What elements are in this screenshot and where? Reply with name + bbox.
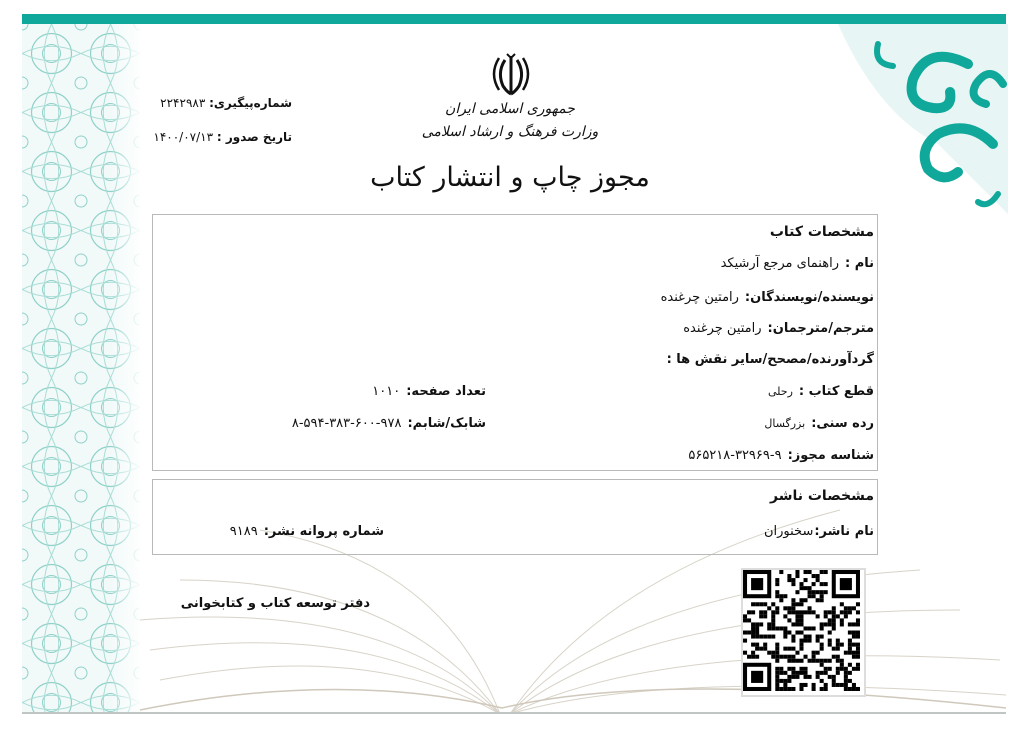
pages-value: ۱۰۱۰ (372, 384, 401, 399)
top-accent-bar (22, 14, 1006, 24)
publisher-name-label: نام ناشر: (814, 524, 874, 539)
book-name-row (721, 256, 874, 271)
pages-row (372, 384, 486, 399)
publisher-section-title: مشخصات ناشر (770, 488, 874, 504)
book-section-title: مشخصات کتاب (769, 224, 874, 240)
compilers-label: گردآورنده/مصحح/سایر نقش ها : (666, 352, 874, 367)
age-value: بزرگسال (764, 417, 806, 430)
translators-label: مترجم/مترجمان: (767, 321, 874, 336)
qr-code (741, 568, 866, 697)
age-label: رده سنی: (811, 416, 874, 431)
translators-row (683, 321, 874, 336)
publisher-name-value: سخنوران (763, 524, 814, 539)
format-label: قطع کتاب : (798, 384, 874, 399)
license-id-label: شناسه مجوز: (787, 448, 874, 463)
isbn-value: ۹۷۸-۶۰۰-۳۸۳-۵۹۴-۸ (291, 416, 402, 431)
bottom-border (22, 712, 1006, 714)
issue-date-label: تاریخ صدور : (216, 130, 292, 144)
book-details-panel (152, 214, 878, 471)
book-name-value: راهنمای مرجع آرشیکد (720, 256, 839, 271)
format-row (768, 384, 874, 399)
authors-row (661, 290, 874, 305)
pages-label: تعداد صفحه: (406, 384, 486, 399)
tracking-label: شماره‌پیگیری: (209, 96, 292, 110)
issue-date-value: ۱۴۰۰/۰۷/۱۳ (153, 130, 214, 144)
qr-code-icon (743, 570, 860, 691)
authors-value: رامتین چرغنده (660, 290, 739, 305)
publisher-name-row (764, 524, 874, 539)
permit-label: شماره پروانه نشر: (263, 524, 384, 539)
translators-value: رامتین چرغنده (683, 321, 762, 336)
issue-date (153, 130, 292, 144)
compilers-row (667, 352, 874, 367)
left-ornament-pattern (22, 24, 140, 714)
page-title: مجوز چاپ و انتشار کتاب (370, 162, 650, 193)
corner-ornament (818, 24, 1008, 214)
book-name-label: نام : (844, 256, 874, 271)
ministry-line-1: جمهوری اسلامی ایران (445, 101, 575, 117)
permit-row (230, 524, 384, 539)
license-id-row (688, 448, 874, 463)
ministry-line-2: وزارت فرهنگ و ارشاد اسلامی (421, 124, 599, 140)
tracking-value: ۲۲۴۲۹۸۳ (160, 96, 206, 110)
permit-value: ۹۱۸۹ (229, 524, 258, 539)
format-value: رحلی (767, 385, 793, 398)
isbn-row (292, 416, 486, 431)
authors-label: نویسنده/نویسندگان: (744, 290, 874, 305)
age-row (764, 416, 874, 431)
isbn-label: شابک/شابم: (407, 416, 486, 431)
iran-emblem-icon (491, 52, 531, 98)
license-id-value: ۹-۳۲۹۶۹-۵۶۵۲۱۸ (688, 448, 782, 463)
tracking-number (160, 96, 292, 110)
office-signature: دفتر توسعه کتاب و کتابخوانی (180, 596, 370, 611)
